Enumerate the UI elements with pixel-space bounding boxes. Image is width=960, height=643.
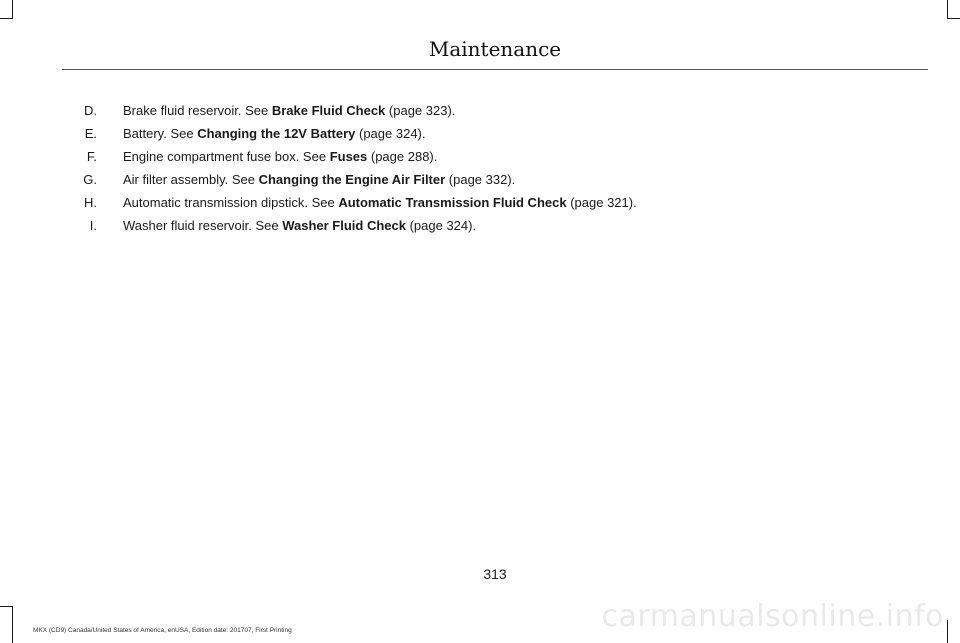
crop-mark-bottom-left-horizontal [0, 606, 13, 607]
crop-mark-bottom-left-vertical [12, 606, 13, 643]
item-text [123, 193, 637, 213]
item-letter: I. [89, 218, 97, 233]
item-page-ref: (page 324). [405, 218, 477, 233]
list-item [0, 170, 960, 190]
item-reference-link[interactable]: Brake Fluid Check [271, 103, 386, 118]
crop-mark-top-left-vertical [12, 0, 13, 19]
item-reference-link[interactable]: Fuses [329, 149, 368, 164]
item-description: Automatic transmission dipstick. See [123, 195, 339, 210]
item-page-ref: (page 288). [367, 149, 438, 164]
list-item [0, 193, 960, 213]
list-item [0, 147, 960, 167]
item-letter: D. [84, 103, 97, 118]
list-item [0, 101, 960, 121]
item-reference-link[interactable]: Changing the 12V Battery [197, 126, 356, 141]
item-description: Air filter assembly. See [123, 172, 259, 187]
item-description: Brake fluid reservoir. See [123, 103, 272, 118]
item-text [123, 101, 455, 121]
item-description: Engine compartment fuse box. See [123, 149, 330, 164]
section-title: Maintenance [428, 37, 562, 61]
crop-mark-top-left-horizontal [0, 18, 13, 19]
item-page-ref: (page 324). [355, 126, 426, 141]
item-description: Washer fluid reservoir. See [123, 218, 283, 233]
header-rule [62, 69, 928, 70]
item-description: Battery. See [123, 126, 198, 141]
watermark: carmanualsonline.info [601, 599, 944, 634]
list-item [0, 216, 960, 236]
item-page-ref: (page 321). [566, 195, 637, 210]
crop-mark-top-right-vertical [947, 0, 948, 19]
page-number: 313 [483, 566, 507, 582]
item-text [123, 147, 437, 167]
item-reference-link[interactable]: Changing the Engine Air Filter [258, 172, 446, 187]
item-page-ref: (page 323). [385, 103, 456, 118]
list-item [0, 124, 960, 144]
item-text [123, 170, 515, 190]
crop-mark-top-right-horizontal [947, 18, 960, 19]
item-letter: G. [83, 172, 97, 187]
crop-mark-bottom-right-vertical [947, 620, 948, 643]
edition-footer: MKX (CD9) Canada/United States of America, enUSA, Edition date: 201707, First Printing [33, 627, 292, 634]
item-letter: E. [84, 126, 97, 141]
item-reference-link[interactable]: Automatic Transmission Fluid Check [338, 195, 567, 210]
item-letter: H. [84, 195, 97, 210]
item-text [123, 216, 476, 236]
item-page-ref: (page 332). [445, 172, 516, 187]
item-reference-link[interactable]: Washer Fluid Check [282, 218, 406, 233]
item-letter: F. [86, 149, 97, 164]
item-text [123, 124, 426, 144]
